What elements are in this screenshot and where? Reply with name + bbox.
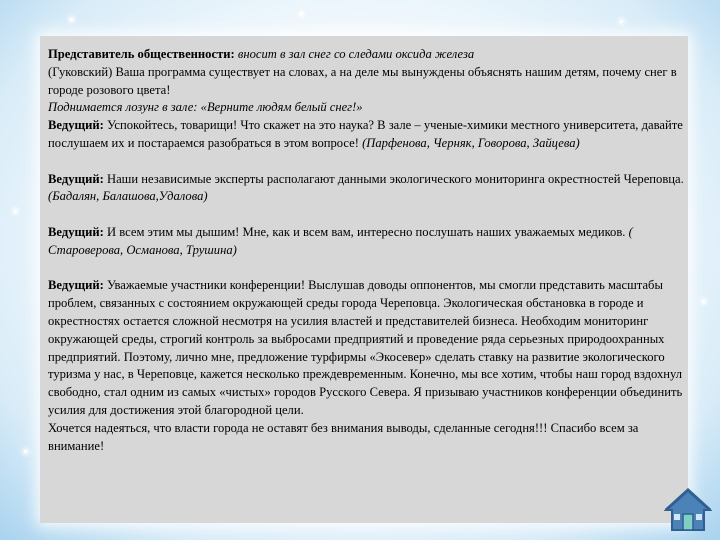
text-line [48,46,684,64]
sparkle [300,12,303,15]
speaker-label: Ведущий: [48,171,104,186]
text-line [48,64,684,100]
home-icon-window [696,514,702,520]
text-line [48,277,684,419]
stage-note: Поднимается лозунг в зале: «Верните людям белый снег!» [48,100,363,115]
slide-page [40,36,688,523]
stage-note: ( Староверова, Османова, Трушина) [48,224,633,257]
sparkle [70,18,73,21]
home-icon-window [674,514,680,520]
stage-note: (Парфенова, Черняк, Говорова, Зайцева) [362,135,580,150]
text-line [48,171,684,207]
home-icon[interactable] [664,488,712,532]
transcript-text [48,46,684,455]
sparkle [620,20,623,23]
speaker-label: Ведущий: [48,278,104,293]
speech-text: Успокойтесь, товарищи! Что скажет на это наука? В зале – ученые-химики местного университета, давайте послушаем их и постараемся разобраться в этом вопросе! [48,118,683,150]
paragraph-gap [48,260,684,278]
home-icon-door [683,514,693,530]
paragraph-gap [48,153,684,171]
speaker-label: Ведущий: [48,118,104,133]
sparkle [24,450,27,453]
speech-text: Наши независимые эксперты располагают данными экологического мониторинга окрестностей Череповца. [103,171,684,186]
speaker-label: Представитель общественности: [48,47,235,61]
paragraph-gap [48,206,684,224]
text-line [48,99,684,117]
speech-text: И всем этим мы дышим! Мне, как и всем вам, интересно послушать наших уважаемых медиков. [103,224,629,239]
text-line [48,224,684,260]
speech-text: Уважаемые участники конференции! Выслушав доводы оппонентов, мы смогли представить масштабы проблем, связанных с состоянием окружающей среды города Череповца. Экологическая обстановка в городе и окрестностях остается сложной несмотря на усилия властей и представителей бизнеса. Необходим мониторинг окружающей среды, строгий контроль за выбросами предприятий и проведение ряда серьезных природоохранных предприятий. Поэтому, лично мне, предложение турфирмы «Экосевер» сделать ставку на развитие экологического туризма у нас, в Череповце, кажется несколько преждевременным. Конечно, мы все хотим, чтобы наш город вздохнул свободно, стал одним из самых «чистых» городов Русского Севера. Я призываю участников конференции объединить усилия для достижения этой благородной цели. [48,278,683,417]
speaker-label: Ведущий: [48,224,104,239]
speech-text: (Гуковский) Ваша программа существует на словах, а на деле мы вынуждены объяснять нашим детям, почему снег в городе розового цвета! [48,64,677,97]
stage-note: вносит в зал снег со следами оксида железа [237,47,475,61]
text-line [48,117,684,153]
sparkle [702,300,705,303]
text-line [48,420,684,456]
speech-text: Хочется надеяться, что власти города не оставят без внимания выводы, сделанные сегодня!!! Спасибо всем за внимание! [48,420,639,453]
sparkle [14,210,17,213]
stage-note: (Бадалян, Балашова,Удалова) [48,189,208,204]
